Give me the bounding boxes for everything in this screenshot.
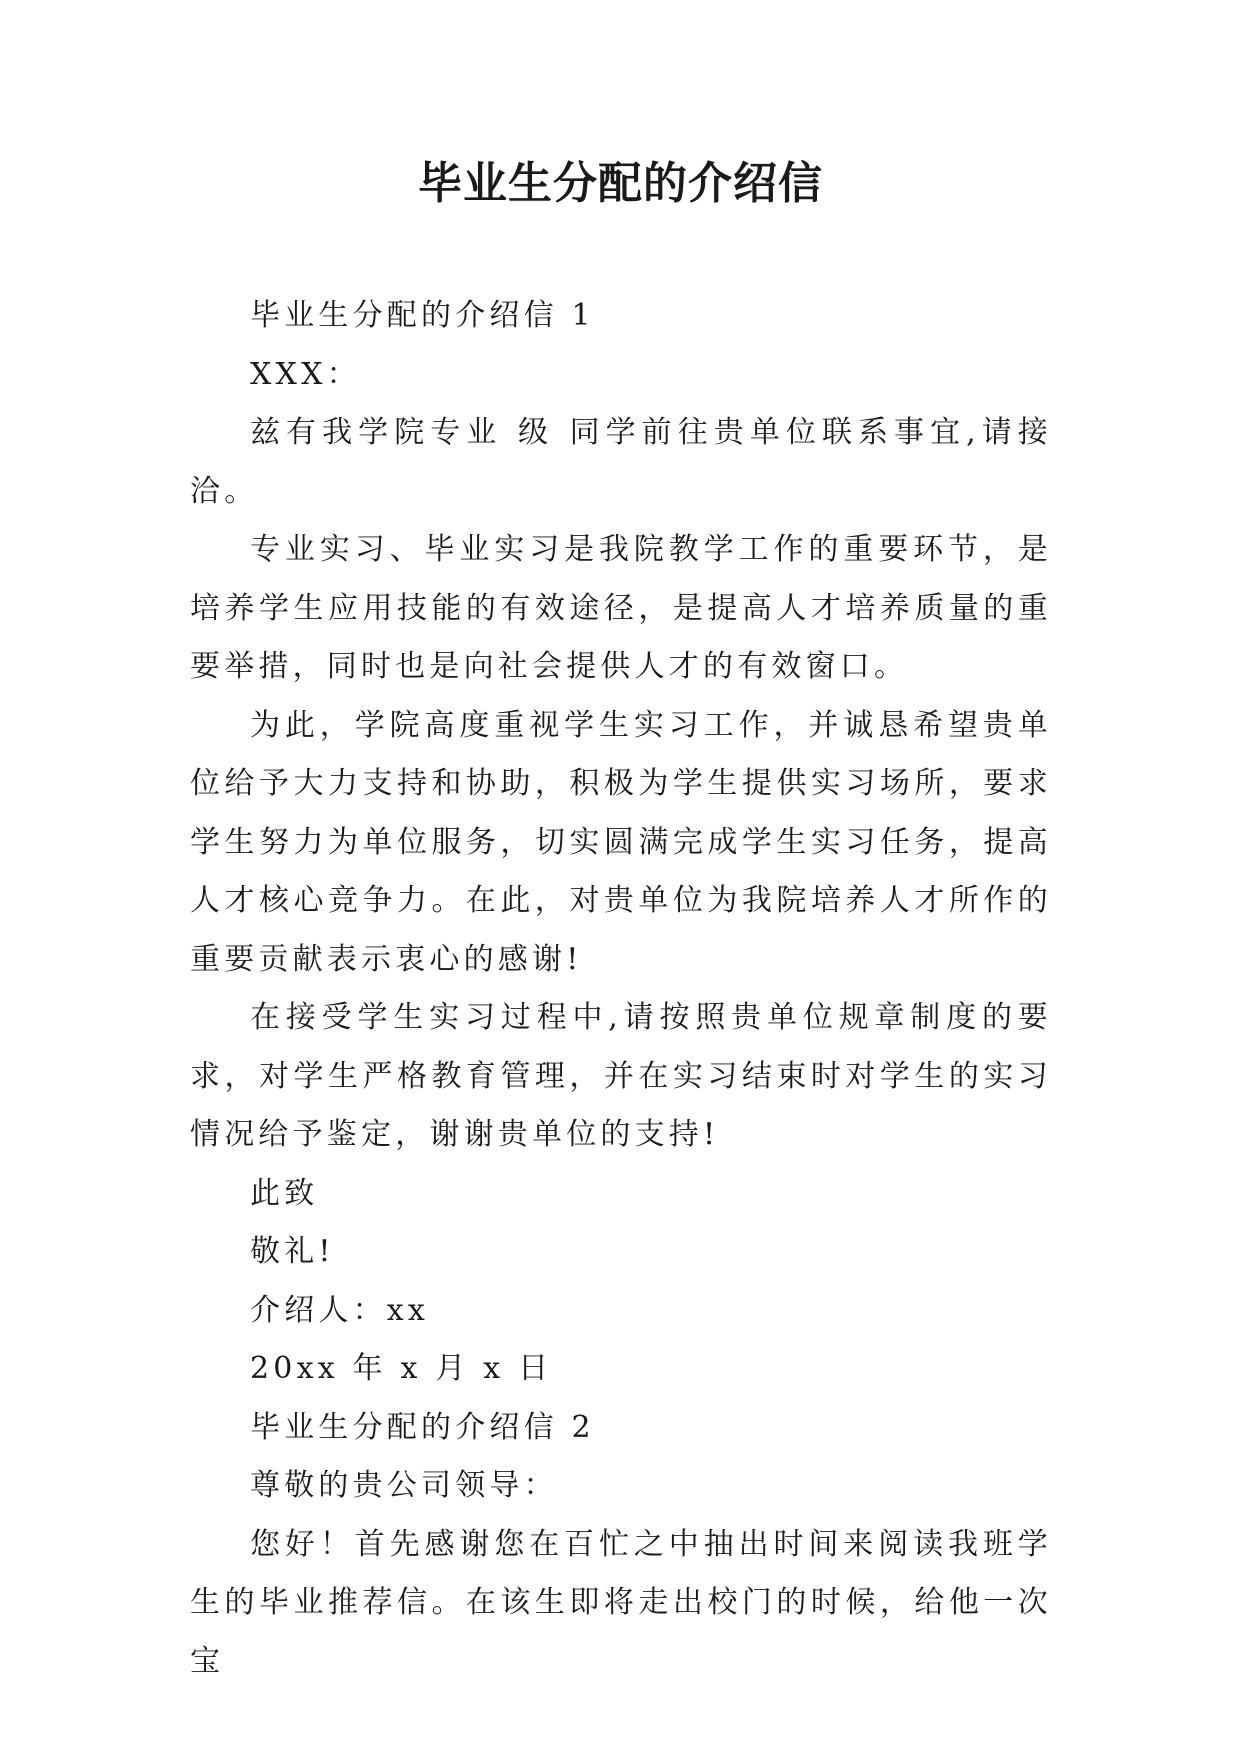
- introducer-signature: 介绍人：xx: [250, 1292, 430, 1328]
- closing-regards: 敬礼!: [250, 1234, 335, 1269]
- paragraph: 为此，学院高度重视学生实习工作，并诚恳希望贵单位给予大力支持和协助，积极为学生提供实习场所，要求学生努力为单位服务，切实圆满完成学生实习任务，提高人才核心竞争力。在此，对贵单位为我院培养人才所作的重要贡献表示衷心的感谢!: [190, 707, 1052, 977]
- section-heading-1: 毕业生分配的介绍信 1: [250, 298, 595, 333]
- paragraph: 兹有我学院专业 级 同学前往贵单位联系事宜,请接洽。: [190, 415, 1052, 509]
- document-title: 毕业生分配的介绍信: [418, 158, 823, 209]
- salutation: 尊敬的贵公司领导：: [250, 1468, 558, 1503]
- paragraph: 您好！首先感谢您在百忙之中抽出时间来阅读我班学生的毕业推荐信。在该生即将走出校门的时候，给他一次宝: [190, 1526, 1052, 1679]
- paragraph: 专业实习、毕业实习是我院教学工作的重要环节，是培养学生应用技能的有效途径，是提高人才培养质量的重要举措，同时也是向社会提供人才的有效窗口。: [190, 532, 1052, 684]
- date-line: 20xx 年 x 月 x 日: [250, 1351, 553, 1386]
- closing-line: 此致: [250, 1175, 319, 1211]
- document-body: [190, 287, 1052, 1691]
- salutation: XXX：: [250, 356, 361, 392]
- paragraph: 在接受学生实习过程中,请按照贵单位规章制度的要求，对学生严格教育管理，并在实习结束时对学生的实习情况给予鉴定，谢谢贵单位的支持!: [190, 1000, 1052, 1152]
- section-heading-2: 毕业生分配的介绍信 2: [250, 1409, 595, 1445]
